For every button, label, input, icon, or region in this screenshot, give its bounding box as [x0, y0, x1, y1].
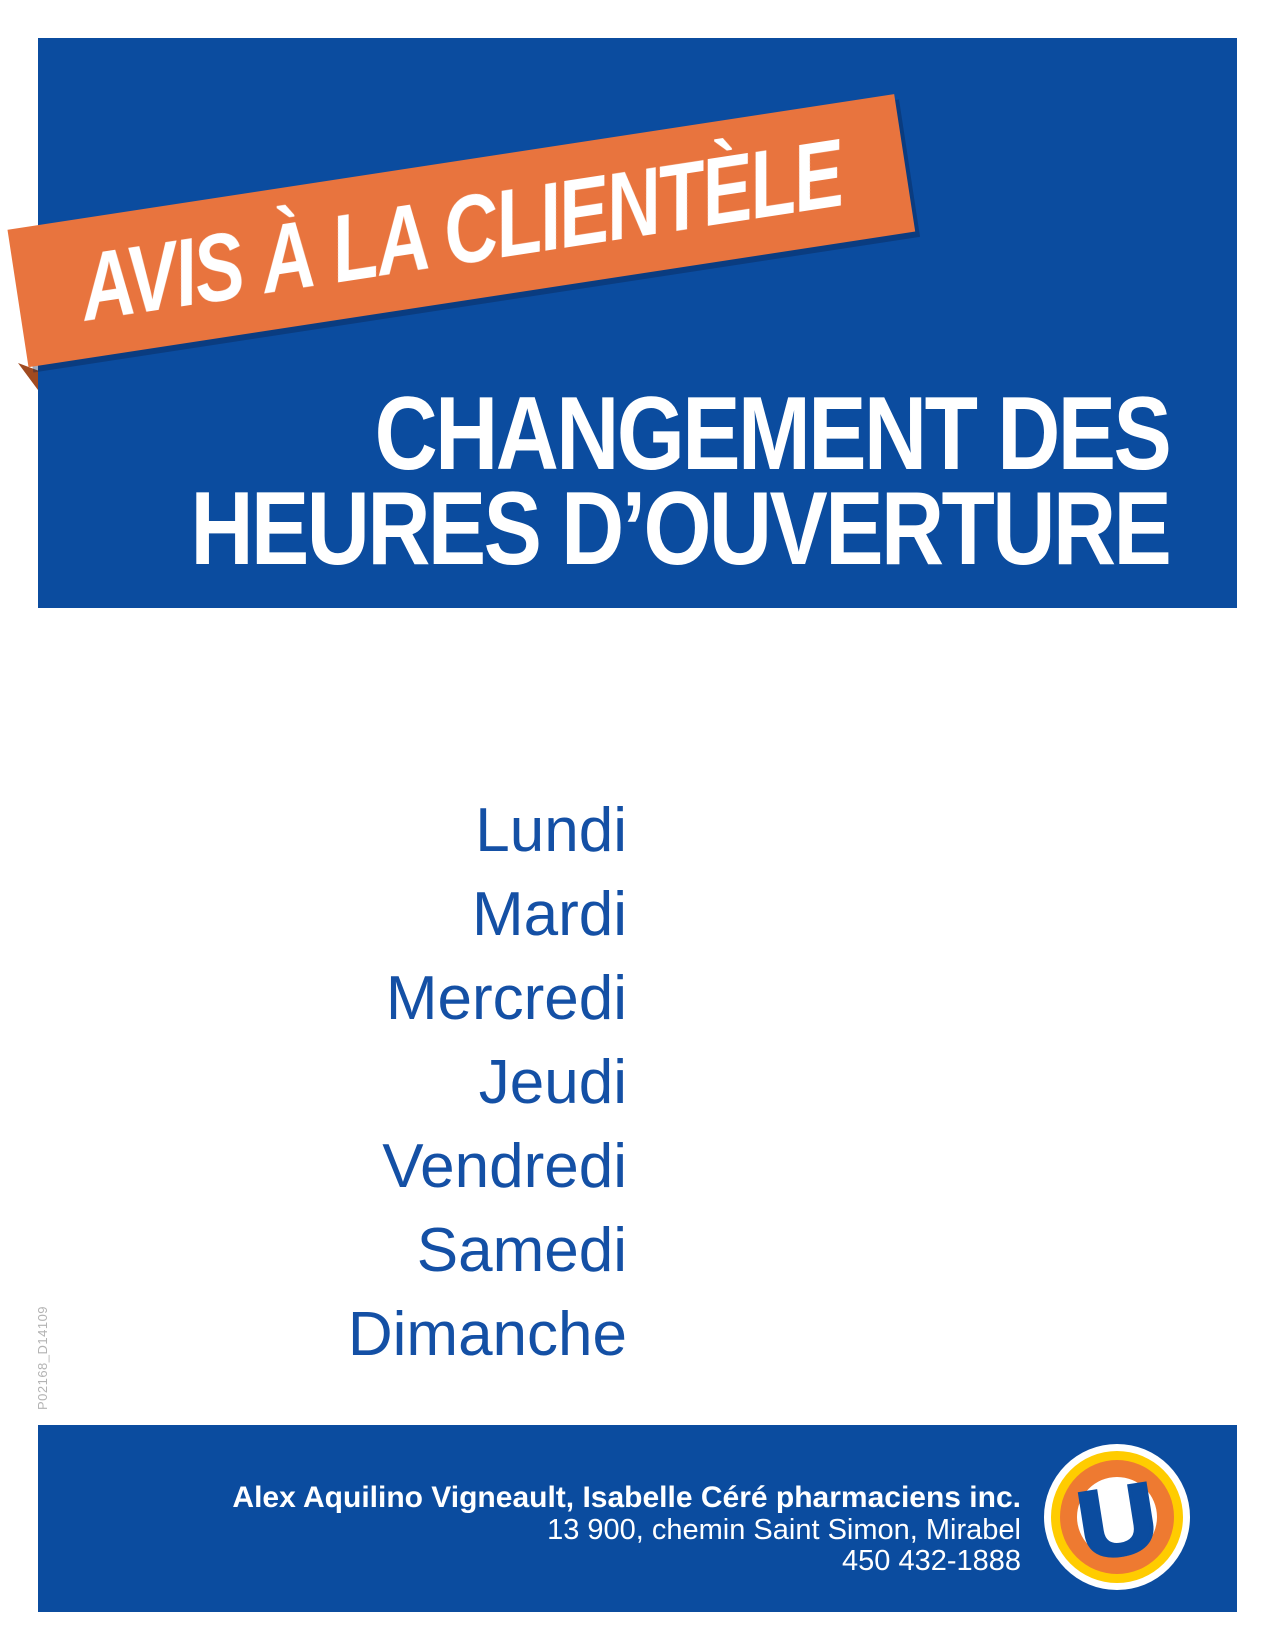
title-line-2: HEURES D’OUVERTURE: [190, 471, 1169, 587]
weekday-item-thursday: Jeudi: [478, 1048, 627, 1117]
weekday-item-sunday: Dimanche: [347, 1300, 627, 1369]
weekday-item-wednesday: Mercredi: [385, 964, 627, 1033]
title-line-1: CHANGEMENT DES: [374, 376, 1169, 492]
uniprix-logo: [1042, 1442, 1192, 1592]
weekday-item-monday: Lundi: [475, 796, 627, 865]
weekday-item-friday: Vendredi: [382, 1132, 627, 1201]
pharmacy-address: 13 900, chemin Saint Simon, Mirabel: [547, 1514, 1021, 1546]
print-code: P02168_D14109: [35, 1305, 50, 1411]
logo-letter: U: [1070, 1461, 1166, 1581]
footer-panel: [38, 1425, 1237, 1612]
weekday-item-saturday: Samedi: [416, 1216, 627, 1285]
pharmacy-name: Alex Aquilino Vigneault, Isabelle Céré pharmaciens inc.: [232, 1481, 1021, 1514]
pharmacy-phone: 450 432-1888: [842, 1545, 1021, 1577]
weekday-list: [348, 789, 627, 1377]
page-title: [190, 376, 1169, 587]
pharmacy-info: [232, 1481, 1021, 1577]
ribbon-label: AVIS À LA CLIENTÈLE: [73, 119, 850, 342]
logo-letter-group: [1070, 1462, 1165, 1581]
weekday-item-tuesday: Mardi: [471, 880, 627, 949]
